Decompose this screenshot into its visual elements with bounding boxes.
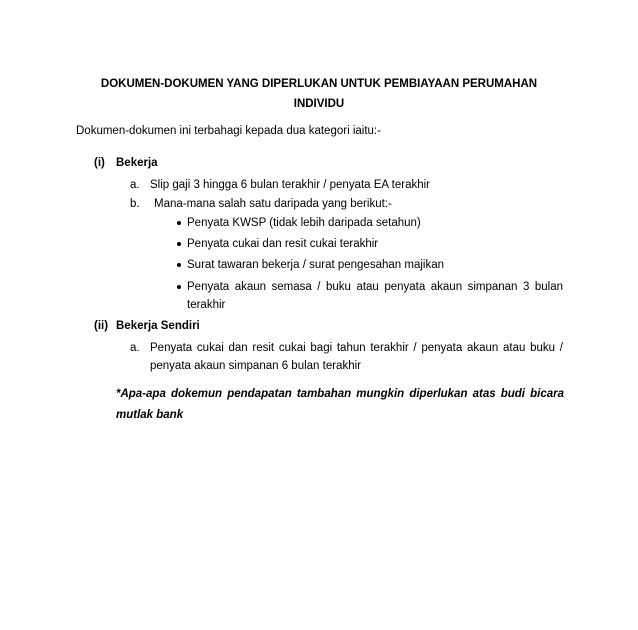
- document-title-line-1: DOKUMEN-DOKUMEN YANG DIPERLUKAN UNTUK PEMBIAYAAN PERUMAHAN: [100, 78, 538, 90]
- section-2-item-a-line-2: penyata akaun simpanan 6 bulan terakhir: [150, 360, 361, 372]
- bullet-icon: [177, 285, 181, 289]
- section-2-item-a-line-1: Penyata cukai dan resit cukai bagi tahun terakhir / penyata akaun atau buku /: [150, 342, 563, 354]
- document-title-line-2: INDIVIDU: [293, 98, 345, 110]
- bullet-item-2: Penyata cukai dan resit cukai terakhir: [187, 238, 379, 250]
- section-1-item-a-marker: a.: [130, 179, 140, 191]
- bullet-icon: [177, 242, 181, 246]
- note-line-2: mutlak bank: [116, 409, 184, 421]
- section-2-label: (ii): [94, 320, 109, 332]
- section-1-item-b-text: Mana-mana salah satu daripada yang berikut:-: [154, 198, 392, 210]
- section-2-heading: Bekerja Sendiri: [116, 320, 200, 332]
- bullet-item-1: Penyata KWSP (tidak lebih daripada setahun): [187, 217, 421, 229]
- bullet-icon: [177, 263, 181, 267]
- section-1-item-b-marker: b.: [130, 198, 140, 210]
- section-2-item-a-marker: a.: [130, 342, 140, 354]
- note-line-1: *Apa-apa dokemun pendapatan tambahan mungkin diperlukan atas budi bicara: [116, 388, 564, 400]
- bullet-item-4-line-1: Penyata akaun semasa / buku atau penyata akaun simpanan 3 bulan: [187, 281, 563, 293]
- section-1-item-a-text: Slip gaji 3 hingga 6 bulan terakhir / penyata EA terakhir: [150, 179, 431, 191]
- bullet-icon: [177, 221, 181, 225]
- bullet-item-4-line-2: terakhir: [187, 299, 226, 311]
- bullet-item-3: Surat tawaran bekerja / surat pengesahan majikan: [187, 259, 444, 271]
- intro-text: Dokumen-dokumen ini terbahagi kepada dua kategori iaitu:-: [76, 125, 381, 137]
- section-1-label: (i): [94, 157, 105, 169]
- section-1-heading: Bekerja: [116, 157, 158, 169]
